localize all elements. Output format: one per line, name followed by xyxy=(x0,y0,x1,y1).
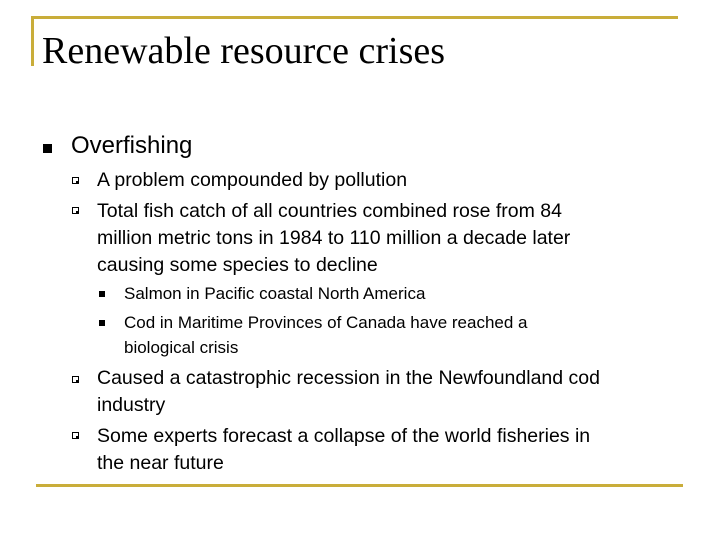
filled-square-bullet-icon xyxy=(43,144,52,153)
title-frame-top-rule xyxy=(31,16,678,19)
bullet-recession-line-1: Caused a catastrophic recession in the Newfoundland cod xyxy=(97,367,600,389)
footer-rule xyxy=(36,484,683,487)
sub-bullet-salmon: Salmon in Pacific coastal North America xyxy=(124,284,426,303)
bullet-forecast-line-2: the near future xyxy=(97,452,224,474)
bullet-overfishing: Overfishing xyxy=(71,132,193,159)
bullet-fish-catch-line-1: Total fish catch of all countries combined rose from 84 xyxy=(97,200,562,222)
sub-bullet-cod-line-1: Cod in Maritime Provinces of Canada have reached a xyxy=(124,313,528,332)
hollow-square-bullet-icon xyxy=(72,376,79,383)
hollow-square-bullet-icon xyxy=(72,177,79,184)
hollow-square-bullet-icon xyxy=(72,432,79,439)
bullet-forecast-line-1: Some experts forecast a collapse of the world fisheries in xyxy=(97,425,591,447)
filled-square-bullet-icon xyxy=(99,291,105,297)
bullet-recession-line-2: industry xyxy=(97,394,166,416)
bullet-fish-catch-line-2: million metric tons in 1984 to 110 million a decade later xyxy=(97,227,571,249)
slide-title: Renewable resource crises xyxy=(42,30,446,72)
bullet-problem-pollution: A problem compounded by pollution xyxy=(97,169,408,191)
filled-square-bullet-icon xyxy=(99,320,105,326)
title-frame-left-rule xyxy=(31,16,34,66)
sub-bullet-cod-line-2: biological crisis xyxy=(124,338,239,357)
hollow-square-bullet-icon xyxy=(72,207,79,214)
bullet-fish-catch-line-3: causing some species to decline xyxy=(97,254,378,276)
